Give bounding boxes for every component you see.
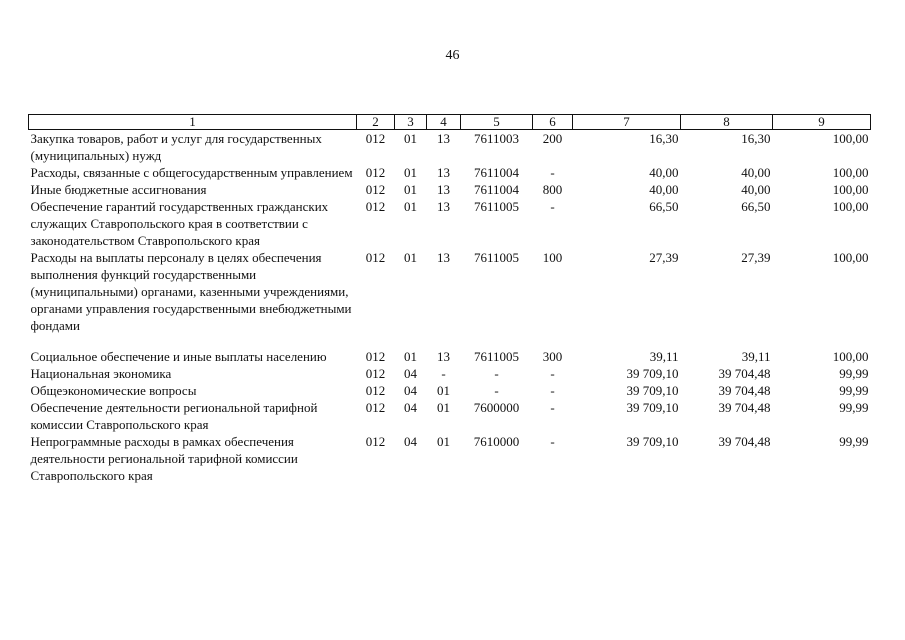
ministry-code: 012: [365, 366, 386, 381]
expense-type-code: -: [550, 400, 555, 415]
value-col-8: 39 704,48: [718, 400, 771, 415]
value-col-8: 39 704,48: [718, 366, 771, 381]
value-col-7: 40,00: [649, 165, 679, 180]
header-col-5: 5: [461, 115, 533, 130]
value-col-8: 39 704,48: [718, 434, 771, 449]
section-code: 01: [404, 165, 417, 180]
section-code: 04: [404, 400, 417, 415]
section-code: 01: [404, 250, 417, 265]
table-row: [29, 399, 871, 433]
header-row: [29, 115, 871, 130]
ministry-code: 012: [365, 131, 386, 146]
row-name: Социальное обеспечение и иные выплаты населению: [30, 349, 327, 364]
table-row: [29, 164, 871, 181]
section-code: 01: [404, 349, 417, 364]
value-col-9: 99,99: [839, 434, 869, 449]
table-row: [29, 348, 871, 365]
value-col-8: 39,11: [741, 349, 771, 364]
header-col-1: 1: [29, 115, 357, 130]
value-col-8: 40,00: [741, 182, 771, 197]
expense-type-code: -: [550, 199, 555, 214]
row-name: Обеспечение гарантий государственных гражданских служащих Ставропольского края в соответствии с законодательством Ставропольского края: [30, 199, 329, 248]
value-col-8: 40,00: [741, 165, 771, 180]
subsection-code: 01: [437, 400, 450, 415]
target-code: -: [494, 366, 499, 381]
ministry-code: 012: [365, 199, 386, 214]
expense-type-code: 200: [542, 131, 563, 146]
ministry-code: 012: [365, 349, 386, 364]
value-col-7: 27,39: [649, 250, 679, 265]
table-row: [29, 365, 871, 382]
value-col-9: 100,00: [832, 131, 869, 146]
subsection-code: 13: [437, 165, 450, 180]
row-name: Общеэкономические вопросы: [30, 383, 197, 398]
value-col-9: 100,00: [832, 250, 869, 265]
row-name: Расходы, связанные с общегосударственным управлением: [30, 165, 353, 180]
section-code: 04: [404, 383, 417, 398]
ministry-code: 012: [365, 434, 386, 449]
expense-type-code: -: [550, 366, 555, 381]
target-code: 7611004: [473, 165, 520, 180]
header-col-3: 3: [395, 115, 427, 130]
budget-table: [28, 114, 871, 484]
expense-type-code: -: [550, 383, 555, 398]
expense-type-code: 100: [542, 250, 563, 265]
value-col-8: 27,39: [741, 250, 771, 265]
value-col-7: 39 709,10: [626, 434, 679, 449]
row-name: Расходы на выплаты персоналу в целях обеспечения выполнения функций государственными (муниципальными) органами, казенными учреждениями, органами управления государственными внебюджетными фондами: [30, 250, 352, 333]
value-col-9: 100,00: [832, 182, 869, 197]
subsection-code: 01: [437, 434, 450, 449]
target-code: 7611005: [473, 349, 520, 364]
section-code: 01: [404, 199, 417, 214]
table-row: [29, 130, 871, 165]
expense-type-code: 300: [542, 349, 563, 364]
ministry-code: 012: [365, 383, 386, 398]
value-col-8: 66,50: [741, 199, 771, 214]
target-code: 7611004: [473, 182, 520, 197]
value-col-9: 100,00: [832, 349, 869, 364]
subsection-code: 13: [437, 250, 450, 265]
value-col-7: 66,50: [649, 199, 679, 214]
value-col-9: 100,00: [832, 199, 869, 214]
subsection-code: -: [441, 366, 446, 381]
row-name: Национальная экономика: [30, 366, 172, 381]
ministry-code: 012: [365, 400, 386, 415]
value-col-9: 100,00: [832, 165, 869, 180]
row-name: Иные бюджетные ассигнования: [30, 182, 207, 197]
table-row: [29, 382, 871, 399]
section-code: 04: [404, 366, 417, 381]
section-code: 01: [404, 182, 417, 197]
subsection-code: 13: [437, 199, 450, 214]
value-col-7: 40,00: [649, 182, 679, 197]
target-code: 7611003: [473, 131, 520, 146]
value-col-7: 16,30: [649, 131, 679, 146]
table-row: [29, 181, 871, 198]
target-code: 7600000: [473, 400, 520, 415]
expense-type-code: -: [550, 434, 555, 449]
ministry-code: 012: [365, 250, 386, 265]
target-code: 7611005: [473, 250, 520, 265]
target-code: -: [494, 383, 499, 398]
value-col-7: 39 709,10: [626, 400, 679, 415]
row-spacer: [29, 334, 871, 348]
target-code: 7611005: [473, 199, 520, 214]
value-col-8: 16,30: [741, 131, 771, 146]
value-col-7: 39,11: [649, 349, 679, 364]
subsection-code: 13: [437, 131, 450, 146]
ministry-code: 012: [365, 165, 386, 180]
ministry-code: 012: [365, 182, 386, 197]
page-number: 46: [445, 48, 460, 63]
table-row: [29, 249, 871, 334]
row-name: Непрограммные расходы в рамках обеспечения деятельности региональной тарифной комиссии Ставропольского края: [30, 434, 298, 483]
value-col-7: 39 709,10: [626, 383, 679, 398]
subsection-code: 13: [437, 349, 450, 364]
target-code: 7610000: [473, 434, 520, 449]
value-col-9: 99,99: [839, 366, 869, 381]
expense-type-code: 800: [542, 182, 563, 197]
subsection-code: 01: [437, 383, 450, 398]
value-col-8: 39 704,48: [718, 383, 771, 398]
value-col-9: 99,99: [839, 383, 869, 398]
table-row: [29, 433, 871, 484]
header-col-2: 2: [357, 115, 395, 130]
section-code: 04: [404, 434, 417, 449]
row-name: Обеспечение деятельности региональной тарифной комиссии Ставропольского края: [30, 400, 318, 432]
table-row: [29, 198, 871, 249]
header-col-6: 6: [533, 115, 573, 130]
expense-type-code: -: [550, 165, 555, 180]
header-col-8: 8: [681, 115, 773, 130]
subsection-code: 13: [437, 182, 450, 197]
value-col-9: 99,99: [839, 400, 869, 415]
section-code: 01: [404, 131, 417, 146]
value-col-7: 39 709,10: [626, 366, 679, 381]
header-col-7: 7: [573, 115, 681, 130]
row-name: Закупка товаров, работ и услуг для государственных (муниципальных) нужд: [30, 131, 322, 163]
header-col-9: 9: [773, 115, 871, 130]
header-col-4: 4: [427, 115, 461, 130]
